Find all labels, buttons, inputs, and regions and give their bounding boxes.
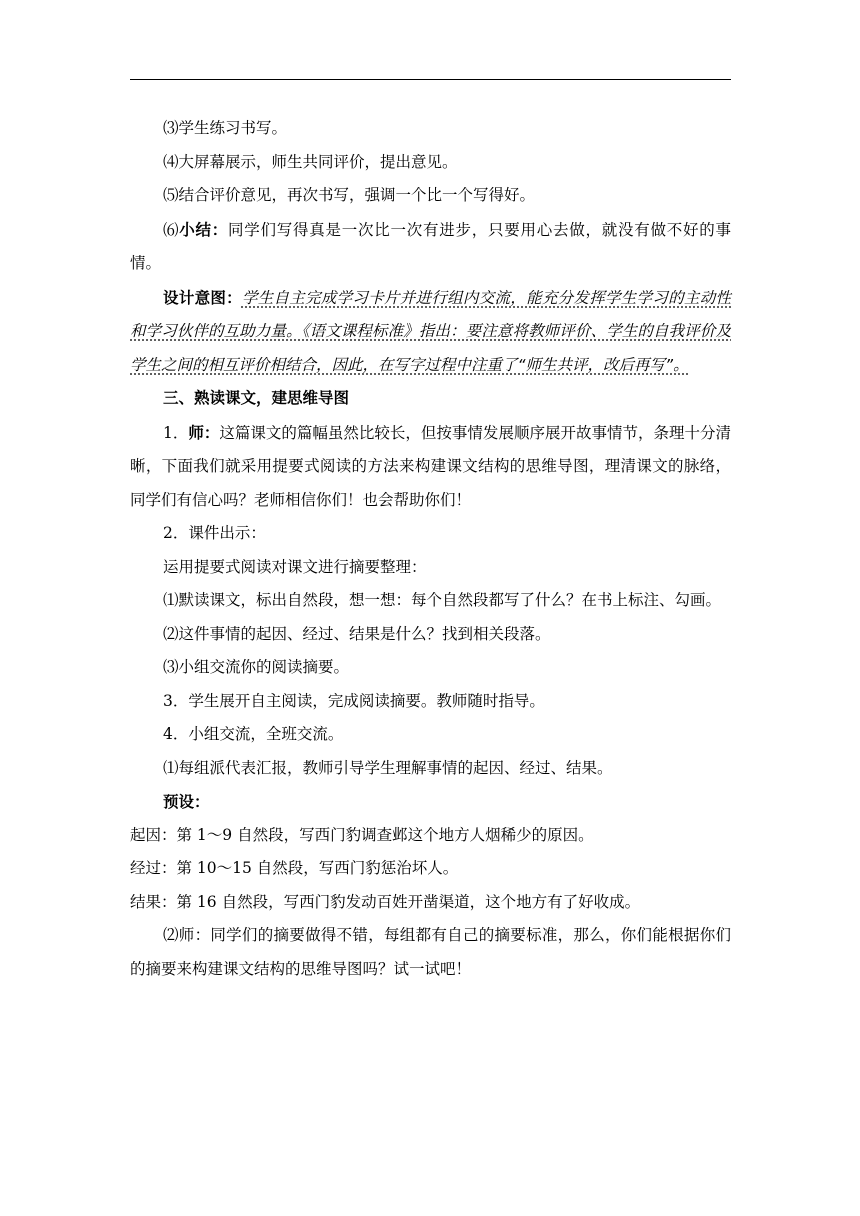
p1-label: 师： (188, 422, 220, 442)
paragraph-4-item-2: ⑵师：同学们的摘要做得不错，每组都有自己的摘要标准，那么，你们能根据你们的摘要来构建课文结构的思维导图吗？试一试吧！ (130, 926, 731, 978)
section-heading: 三、熟读课文，建思维导图 (163, 389, 350, 407)
paragraph-3: 3．学生展开自主阅读，完成阅读摘要。教师随时指导。 (163, 691, 545, 710)
design-intent-label: 设计意图： (163, 287, 242, 307)
paragraph-2-sub: 运用提要式阅读对课文进行摘要整理： (163, 557, 427, 576)
document-body (130, 112, 731, 986)
p1-number: 1． (163, 423, 189, 442)
paragraph-4-item-1: ⑴每组派代表汇报，教师引导学生理解事情的起因、经过、结果。 (163, 758, 613, 777)
item-6-prefix: ⑹ (163, 220, 180, 239)
paragraph-2-item-2: ⑵这件事情的起因、经过、结果是什么？找到相关段落。 (163, 624, 551, 643)
item-4: ⑷大屏幕展示，师生共同评价，提出意见。 (163, 152, 458, 171)
paragraph-2: 2．课件出示： (163, 524, 266, 542)
paragraph-4: 4．小组交流，全班交流。 (163, 725, 344, 743)
design-intent (130, 281, 731, 383)
item-6-label: 小结： (179, 219, 228, 239)
p1-text: 这篇课文的篇幅虽然比较长，但按事情发展顺序展开故事情节，条理十分清晰，下面我们就采用提要式阅读的方法来构建课文结构的思维导图，理清课文的脉络，同学们有信心吗？老师相信你们！也会帮助你们！ (130, 423, 731, 509)
item-6-text: 同学们写得真是一次比一次有进步，只要用心去做，就没有做不好的事情。 (130, 220, 731, 272)
item-5: ⑸结合评价意见，再次书写，强调一个比一个写得好。 (163, 186, 536, 204)
preset-cause: 起因：第 1～9 自然段，写西门豹调查邺这个地方人烟稀少的原因。 (130, 825, 594, 844)
item-3: ⑶学生练习书写。 (163, 119, 288, 137)
header-rule (130, 79, 731, 80)
paragraph-1 (130, 416, 731, 518)
preset-label: 预设： (163, 792, 210, 811)
design-intent-text: 学生自主完成学习卡片并进行组内交流，能充分发挥学生学习的主动性和学习伙伴的互助力量。《语文课程标准》指出：要注意将教师评价、学生的自我评价及学生之间的相互评价相结合，因此，在写字过程中注重了“师生共评，改后再写”。 (130, 288, 731, 374)
preset-result: 结果：第 16 自然段，写西门豹发动百姓开凿渠道，这个地方有了好收成。 (130, 892, 641, 911)
paragraph-2-item-1: ⑴默读课文，标出自然段，想一想：每个自然段都写了什么？在书上标注、勾画。 (163, 591, 722, 609)
paragraph-2-item-3: ⑶小组交流你的阅读摘要。 (163, 658, 350, 676)
preset-process: 经过：第 10～15 自然段，写西门豹惩治坏人。 (130, 859, 459, 877)
item-6 (130, 213, 731, 281)
